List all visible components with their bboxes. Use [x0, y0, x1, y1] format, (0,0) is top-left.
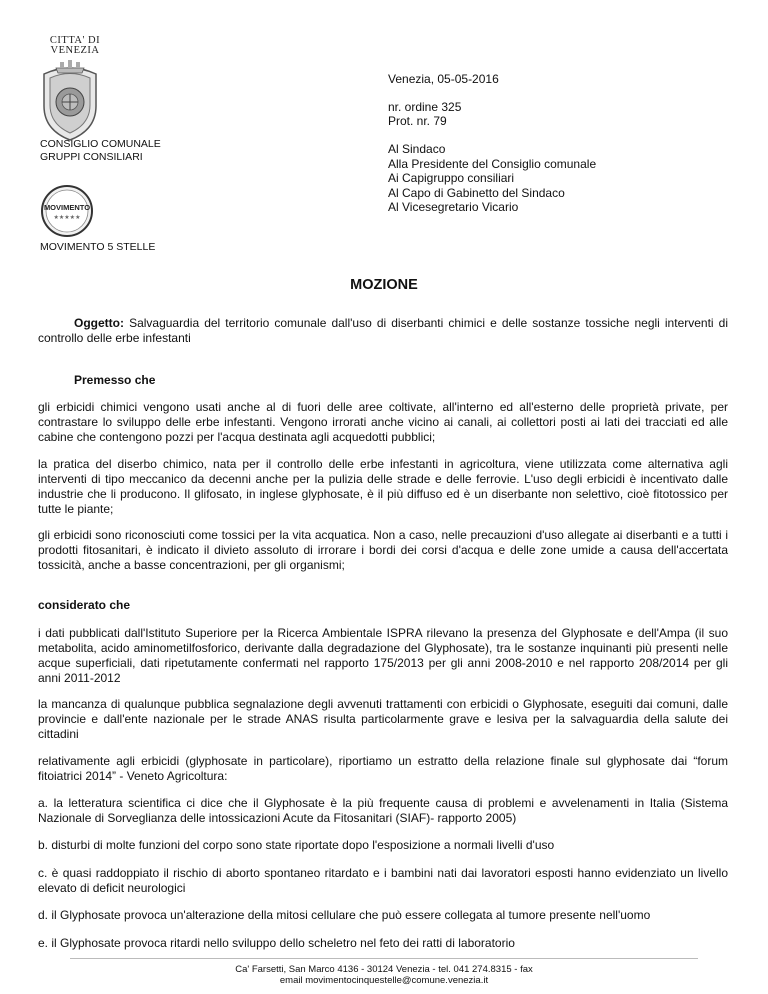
considerato-list-item: b. disturbi di molte funzioni del corpo sono state riportate dopo l'esposizione a normali livelli d'uso — [38, 838, 555, 852]
recipients-list — [388, 142, 596, 215]
recipient: Al Vicesegretario Vicario — [388, 200, 519, 214]
city-name — [40, 36, 110, 56]
council-line2: GRUPPI CONSILIARI — [40, 151, 143, 163]
m5s-stars-icon: ★★★★★ — [53, 214, 81, 221]
considerato-list-item: e. il Glyphosate provoca ritardi nello sviluppo dello scheletro nel feto dei ratti di laboratorio — [38, 936, 515, 950]
footer — [0, 964, 768, 986]
council-line1: CONSIGLIO COMUNALE — [40, 138, 161, 150]
city-name-line2: VENEZIA — [50, 45, 100, 56]
considerato-paragraph: la mancanza di qualunque pubblica segnalazione degli avvenuti trattamenti con erbicidi o Glyphosate, eseguiti dai comuni, dalle provincie e dall'ente nazionale per le strade ANAS risulta particolarmente grave e lesiva per la salvaguardia della salute dei cittadini — [38, 697, 728, 741]
premesso-heading: Premesso che — [74, 373, 156, 387]
premesso-paragraph: gli erbicidi chimici vengono usati anche al di fuori delle aree coltivate, all'interno ed all'esterno delle proprietà private, per contrastare lo sviluppo delle erbe infestanti. Vengono irrorati anche vicino ai canali, ai collettori posti ai lati dei tracciati ed alle cabine che contengono pozzi per l'acqua destinata agli acquedotti pubblici; — [38, 400, 728, 444]
city-name-line1: CITTA' DI — [49, 35, 101, 46]
recipient: Ai Capigruppo consiliari — [388, 171, 515, 185]
doc-prot: Prot. nr. 79 — [388, 114, 447, 128]
group-label: MOVIMENTO 5 STELLE — [40, 241, 156, 253]
city-crest-icon — [36, 60, 104, 142]
document-title: MOZIONE — [350, 277, 418, 293]
considerato-paragraph: relativamente agli erbicidi (glyphosate in particolare), riportiamo un estratto della relazione finale sul glyphosate dai “forum fitoiatrici 2014” - Veneto Agricoltura: — [38, 754, 728, 783]
considerato-list-item: a. la letteratura scientifica ci dice che il Glyphosate è la più frequente causa di problemi e avvelenamenti in Italia (Sistema Nazionale di Sorveglianza delle intossicazioni Acute da Fitosanitari (SIAF)- rapporto 2005) — [38, 796, 728, 825]
considerato-paragraph: i dati pubblicati dall'Istituto Superiore per la Ricerca Ambientale ISPRA rilevano la presenza del Glyphosate e dell'Ampa (il suo metabolita, acido aminometilfosforico, derivante dalla degradazione del Glyphosate), tra le sostanze inquinanti più presenti nelle acque superficiali, dati ripetutamente confermati nel rapporto 175/2013 per gli anni 2008-2010 e nel rapporto 208/2014 per gli anni 2011-2012 — [38, 626, 728, 685]
recipient: Alla Presidente del Consiglio comunale — [388, 156, 597, 171]
doc-date: Venezia, 05-05-2016 — [388, 72, 499, 86]
subject-label: Oggetto: — [74, 316, 124, 330]
considerato-list-item: c. è quasi raddoppiato il rischio di aborto spontaneo ritardato e i bambini nati dai lavoratori esposti hanno evidenziato un livello elevato di deficit neurologici — [38, 866, 728, 895]
recipient: Al Sindaco — [388, 142, 446, 156]
m5s-logo — [40, 184, 94, 238]
m5s-logo-text: MOVIMENTO — [43, 203, 91, 212]
premesso-paragraph: gli erbicidi sono riconosciuti come tossici per la vita acquatica. Non a caso, nelle precauzioni d'uso allegate ai diserbanti e a tutti i prodotti fitosanitari, è indicato il divieto assoluto di irrorare i bordi dei corsi d'acqua e delle zone umide a causa dell'accertata tossicità, anche a basse concentrazioni, per gli organismi; — [38, 528, 728, 572]
footer-address: Ca' Farsetti, San Marco 4136 - 30124 Venezia - tel. 041 274.8315 - fax — [235, 964, 533, 975]
premesso-paragraph: la pratica del diserbo chimico, nata per il controllo delle erbe infestanti in agricoltura, viene utilizzata come alternativa agli interventi di tipo meccanico da decenni anche per la pulizia delle strade e delle ferrovie. L'uso degli erbicidi è incentivato dalle industrie che li producono. Il glifosato, in inglese glyphosate, è il più diffuso ed è un diserbante non selettivo, cioè fitotossico per tutte le piante; — [38, 457, 728, 516]
footer-divider — [70, 958, 698, 959]
recipient: Al Capo di Gabinetto del Sindaco — [388, 185, 565, 200]
subject-text: Salvaguardia del territorio comunale dall'uso di diserbanti chimici e delle sostanze tossiche negli interventi di controllo delle erbe infestanti — [38, 316, 728, 345]
doc-ordine: nr. ordine 325 — [388, 100, 462, 114]
council-label — [40, 138, 161, 164]
considerato-heading: considerato che — [38, 598, 131, 612]
footer-email: email movimentocinquestelle@comune.venezia.it — [279, 975, 489, 986]
subject-paragraph — [38, 316, 728, 346]
considerato-list-item: d. il Glyphosate provoca un'alterazione della mitosi cellulare che può essere collegata al tumore presente nell'uomo — [38, 908, 651, 922]
